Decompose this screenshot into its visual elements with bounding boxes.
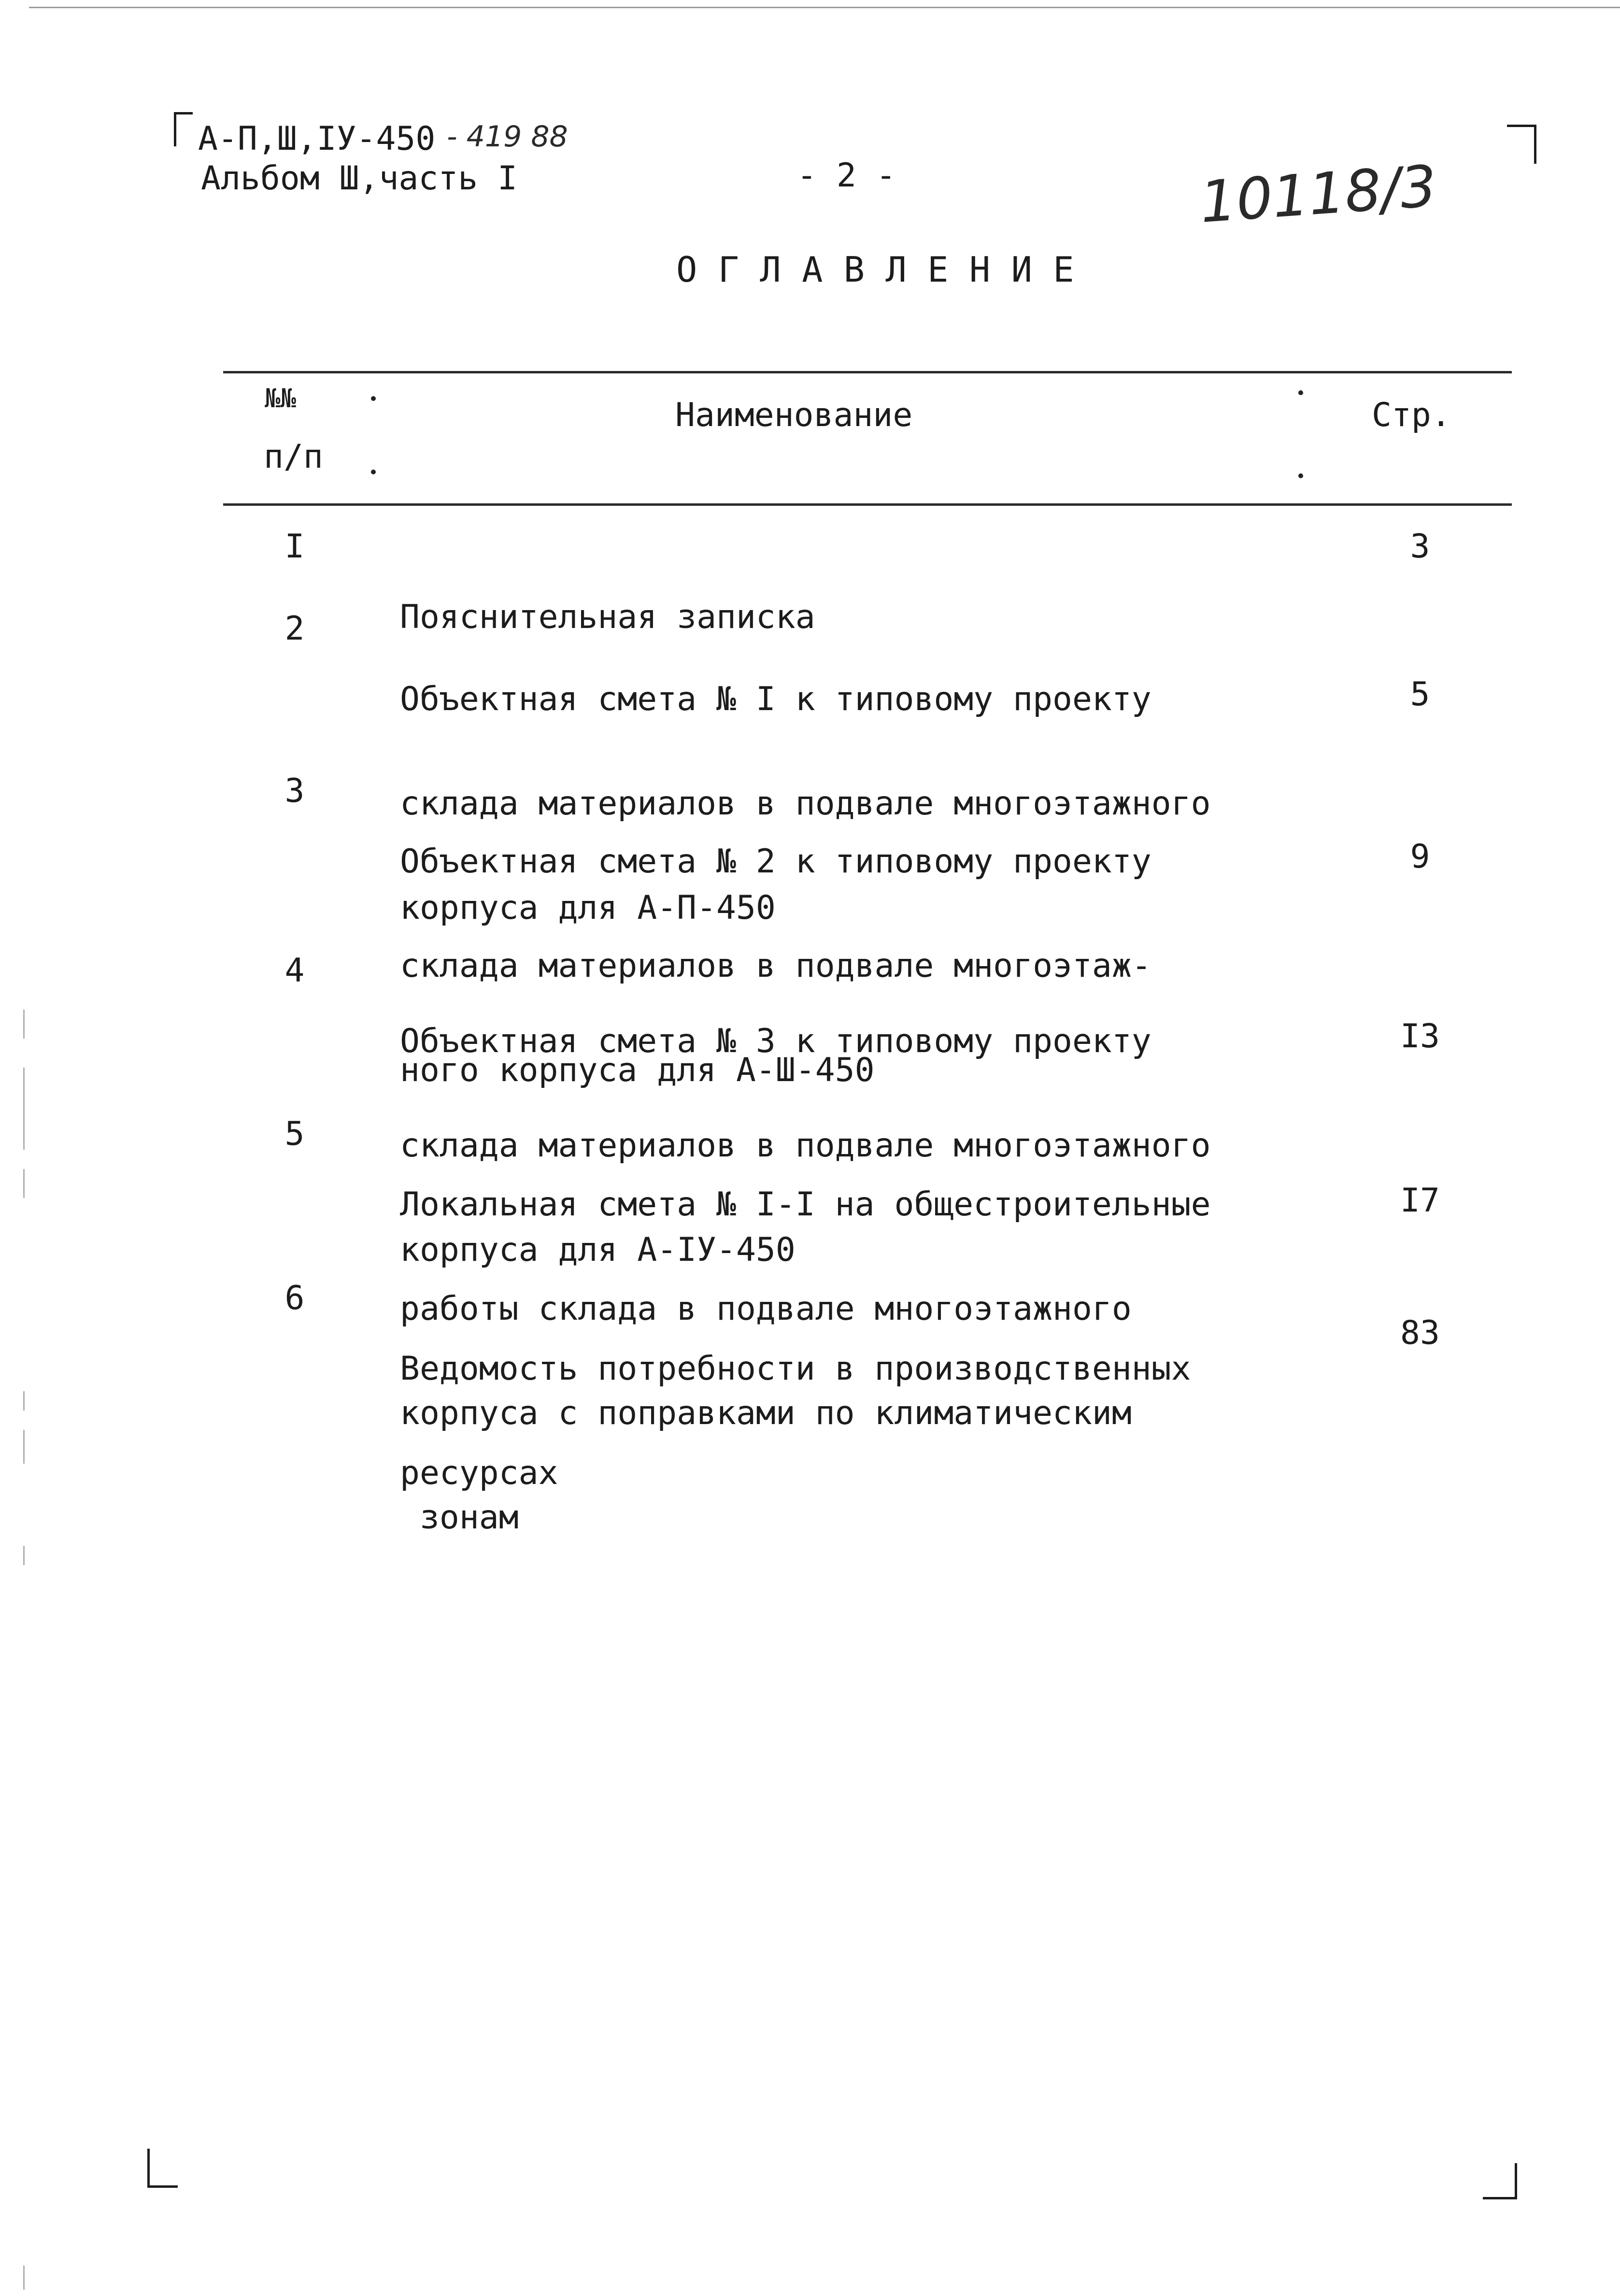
row-title-line: корпуса для А-П-450 <box>400 889 776 927</box>
column-header-name: Наименование <box>675 396 913 434</box>
row-page: 83 <box>1400 1314 1440 1352</box>
column-header-number-sub: п/п <box>264 438 323 476</box>
row-page: I3 <box>1400 1017 1440 1055</box>
margin-mark <box>23 1546 25 1565</box>
column-divider-dot <box>1298 390 1303 395</box>
corner-mark-top-right <box>1507 125 1536 164</box>
row-number: 5 <box>284 1115 305 1153</box>
row-page: 3 <box>1410 528 1430 566</box>
row-title-line: Ведомость потребности в производственных <box>400 1350 1191 1388</box>
margin-mark <box>23 2266 25 2290</box>
row-page: 9 <box>1410 838 1430 876</box>
row-title-line: Объектная смета № 2 к типовому проекту <box>400 842 1151 881</box>
margin-mark <box>23 1068 25 1150</box>
handwritten-inventory-number: 10118/3 <box>1198 152 1439 236</box>
corner-mark-bottom-left <box>147 2149 178 2188</box>
row-number: I <box>284 528 305 566</box>
margin-mark <box>23 1010 25 1039</box>
row-page: 5 <box>1410 675 1430 713</box>
row-title-line: склада материалов в подвале многоэтажного <box>400 784 1211 823</box>
row-page: I7 <box>1400 1182 1440 1220</box>
row-number: 2 <box>284 610 305 648</box>
corner-mark-bottom-right <box>1483 2163 1517 2199</box>
corner-mark-top-left <box>174 112 193 146</box>
page-title: О Г Л А В Л Е Н И Е <box>676 249 1074 290</box>
table-top-rule <box>223 371 1512 373</box>
row-title-line: Локальная смета № I-I на общестроительные <box>400 1185 1211 1224</box>
row-title-line: ного корпуса для А-Ш-450 <box>400 1051 875 1089</box>
document-code: А-П,Ш,IУ-450 <box>198 120 436 158</box>
column-divider-dot <box>1298 473 1303 478</box>
margin-mark <box>23 1169 25 1198</box>
row-title-line: Объектная смета № I к типовому проекту <box>400 680 1151 718</box>
album-line: Альбом Ш,часть I <box>201 159 518 198</box>
row-title-line: корпуса для А-IУ-450 <box>400 1231 796 1269</box>
table-header-rule <box>223 503 1512 506</box>
row-title-line: склада материалов в подвале многоэтажного <box>400 1127 1211 1165</box>
margin-mark <box>23 1391 25 1411</box>
row-number: 3 <box>284 772 305 810</box>
row-title <box>400 1282 1191 1560</box>
row-title-line: корпуса с поправками по климатическим <box>400 1394 1132 1432</box>
row-number: 4 <box>284 952 305 990</box>
margin-mark <box>23 1430 25 1464</box>
row-title-line: работы склада в подвале многоэтажного <box>400 1290 1132 1328</box>
row-title-line: ресурсах <box>400 1454 558 1492</box>
column-header-page: Стр. <box>1372 396 1451 434</box>
page-number: - 2 - <box>797 157 896 195</box>
column-divider-dot <box>371 470 376 474</box>
row-title-line: зонам <box>400 1498 519 1537</box>
column-header-number: №№ <box>265 383 297 414</box>
scan-edge-line <box>29 7 1620 8</box>
column-divider-dot <box>371 396 376 401</box>
row-number: 6 <box>284 1279 305 1317</box>
row-title-line: Пояснительная записка <box>400 598 815 636</box>
row-title-line: склада материалов в подвале многоэтаж- <box>400 947 1151 985</box>
handwritten-code: - 419 88 <box>447 120 568 154</box>
row-title-line: Объектная смета № 3 к типовому проекту <box>400 1022 1151 1060</box>
